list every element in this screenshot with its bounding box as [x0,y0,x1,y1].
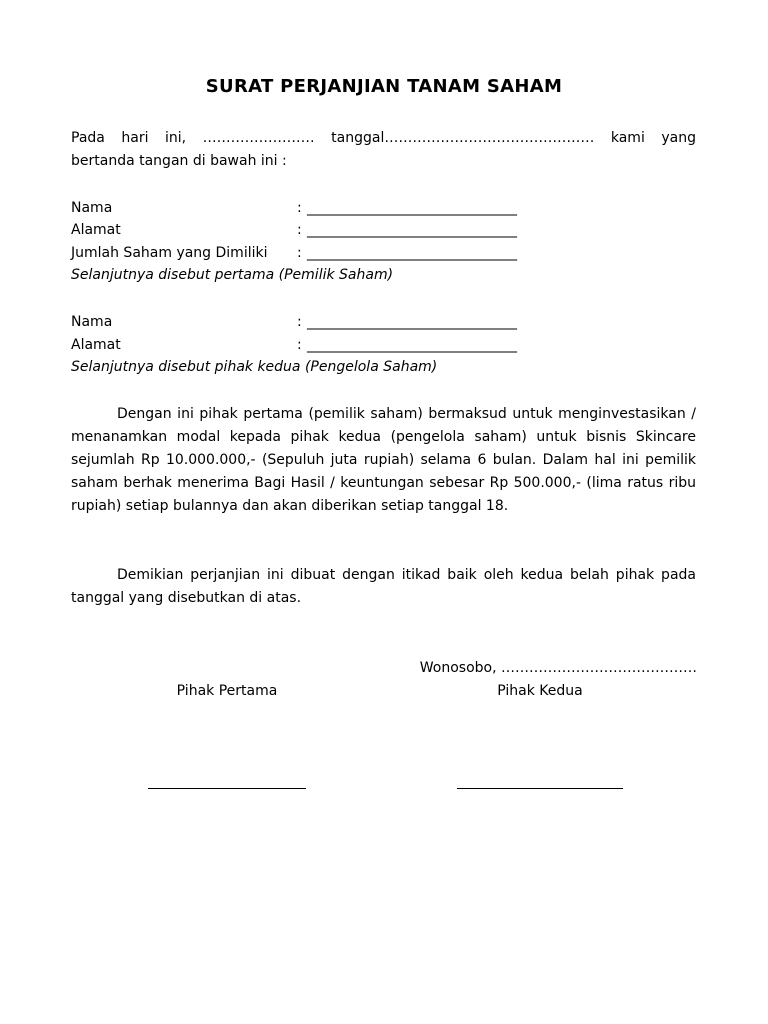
party1-designation-text: Selanjutnya disebut pertama (Pemilik Saham) [71,267,394,283]
party2-name-colon: : [297,314,302,330]
body-paragraph-1: Dengan ini pihak pertama (pemilik saham) bermaksud untuk menginvestasikan / menanamkan modal kepada pihak kedua (pengelola saham) untuk bisnis Skincare sejumlah Rp 10.000.000,- (Sepuluh juta rupiah) selama 6 bulan. Dalam hal ini pemilik saham berhak menerima Bagi Hasil / keuntungan sebesar Rp 500.000,- (lima ratus ribu rupiah) setiap bulannya dan akan diberikan setiap tanggal 18. [71,406,696,514]
place-date: Wonosobo, …………………………………… [419,660,697,676]
party2-designation-text: Selanjutnya disebut pihak kedua (Pengelola Saham) [71,359,438,375]
signature-label-first-party: Pihak Pertama [176,683,278,699]
party1-address-blank: ______________________________ [307,222,517,238]
signature-line-second-party [457,788,623,789]
party1-name-colon: : [297,200,302,216]
body-paragraph-2: Demikian perjanjian ini dibuat dengan itikad baik oleh kedua belah pihak pada tanggal yang disebutkan di atas. [71,567,696,606]
party2-name-blank: ______________________________ [307,314,517,330]
document-title: SURAT PERJANJIAN TANAM SAHAM [205,76,563,97]
party1-shares-blank: ______________________________ [307,245,517,261]
party2-address-colon: : [297,337,302,353]
opening-line-1: Pada hari ini, …………………… tanggal……………………………………… kami yang [71,130,696,146]
party1-shares-colon: : [297,245,302,261]
party2-address-label: Alamat [71,337,121,353]
party1-address-label: Alamat [71,222,121,238]
signature-line-first-party [148,788,306,789]
party2-address-blank: ______________________________ [307,337,517,353]
party1-name-label: Nama [71,200,113,216]
signature-label-second-party: Pihak Kedua [497,683,583,699]
party1-shares-label: Jumlah Saham yang Dimiliki [71,245,268,261]
party2-name-label: Nama [71,314,113,330]
opening-paragraph [71,127,696,173]
opening-line-2: bertanda tangan di bawah ini : [71,153,287,169]
party1-name-blank: ______________________________ [307,200,517,216]
party1-address-colon: : [297,222,302,238]
